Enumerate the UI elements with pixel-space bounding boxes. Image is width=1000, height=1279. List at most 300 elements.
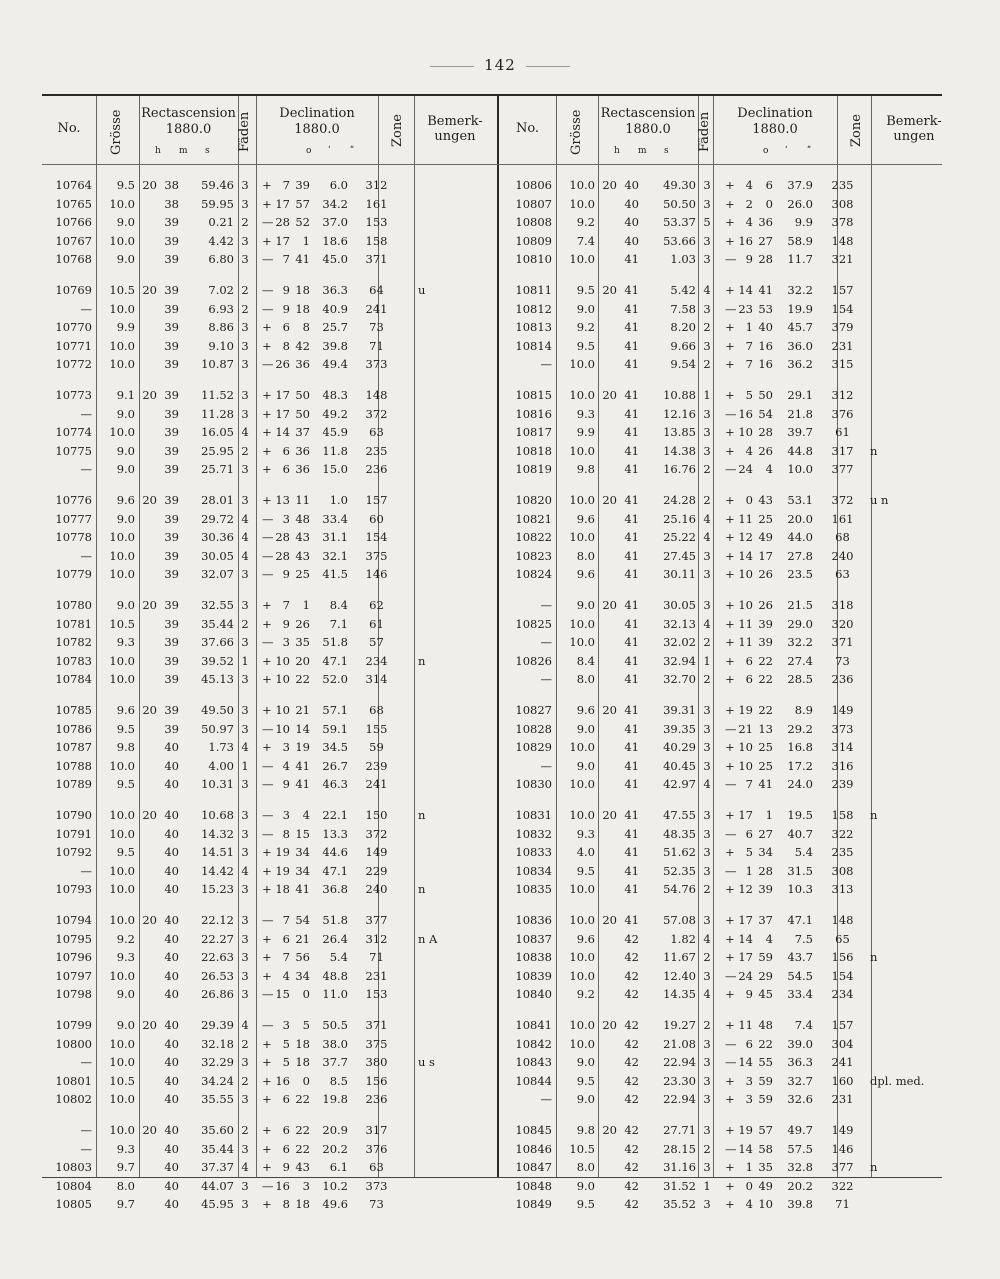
left-cell-gr: 10.0 — [109, 1036, 135, 1051]
right-cell-fa: 3 — [703, 845, 711, 860]
right-cell-no: 10818 — [515, 443, 552, 458]
left-cell-fa: 3 — [241, 493, 249, 507]
right-cell-fa: 3 — [703, 598, 711, 612]
left-cell-dS: 46.3 — [322, 777, 348, 792]
right-cell-fa: 3 — [703, 1160, 711, 1175]
left-cell-no: — — [80, 406, 92, 421]
left-cell-no: — — [80, 1123, 92, 1137]
right-cell-fa: 3 — [703, 758, 711, 773]
right-cell-dD: 5 — [745, 845, 753, 860]
left-cell-fa: 4 — [241, 1160, 249, 1175]
left-cell-raM: 39 — [164, 462, 179, 477]
right-cell-raM: 41 — [624, 808, 639, 822]
right-cell-zo: 161 — [831, 511, 854, 526]
left-cell-no: — — [80, 1055, 92, 1070]
right-cell-sg: — — [725, 406, 737, 421]
right-cell-dM: 26 — [758, 598, 773, 612]
right-cell-raS: 21.08 — [663, 1036, 696, 1051]
left-cell-sg: + — [262, 388, 272, 402]
left-cell-dD: 10 — [275, 721, 290, 736]
right-cell-dD: 23 — [738, 301, 753, 316]
left-cell-sg: — — [262, 635, 274, 650]
left-cell-fa: 3 — [241, 196, 249, 211]
left-cell-raS: 6.80 — [208, 252, 234, 267]
left-cell-raS: 30.05 — [201, 548, 234, 563]
right-cell-raS: 10.88 — [663, 388, 696, 402]
left-cell-fa: 3 — [241, 406, 249, 421]
right-header-ra-s: s — [664, 146, 669, 156]
right-cell-dS: 11.7 — [787, 252, 813, 267]
left-cell-gr: 10.5 — [109, 283, 135, 297]
left-cell-raS: 29.39 — [201, 1018, 234, 1032]
left-cell-sg: — — [262, 758, 274, 773]
left-cell-dM: 11 — [295, 493, 310, 507]
left-cell-dS: 45.0 — [322, 252, 348, 267]
right-cell-no: — — [540, 1092, 552, 1107]
left-cell-dD: 4 — [282, 758, 290, 773]
right-cell-gr: 10.0 — [569, 808, 595, 822]
right-cell-zo: 312 — [831, 388, 854, 402]
left-cell-zo: 380 — [365, 1055, 388, 1070]
left-cell-no: 10785 — [55, 703, 92, 717]
right-cell-sg: — — [725, 1141, 737, 1156]
right-cell-fa: 3 — [703, 1092, 711, 1107]
left-cell-raM: 40 — [164, 1018, 179, 1032]
left-cell-raM: 38 — [164, 196, 179, 211]
right-cell-dD: 16 — [738, 406, 753, 421]
right-cell-raS: 48.35 — [663, 826, 696, 841]
right-cell-raM: 40 — [624, 178, 639, 192]
right-cell-fa: 4 — [703, 511, 711, 526]
left-cell-dD: 6 — [282, 1123, 290, 1137]
right-cell-raM: 41 — [624, 703, 639, 717]
right-cell-no: 10810 — [515, 252, 552, 267]
right-cell-gr: 10.0 — [569, 1036, 595, 1051]
right-cell-fa: 4 — [703, 931, 711, 946]
right-cell-gr: 9.5 — [576, 1073, 595, 1088]
left-cell-dS: 26.7 — [322, 758, 348, 773]
right-cell-dD: 11 — [738, 511, 753, 526]
right-cell-zo: 315 — [831, 357, 854, 372]
right-cell-fa: 3 — [703, 406, 711, 421]
left-cell-no: 10793 — [55, 882, 92, 897]
left-cell-gr: 9.5 — [116, 721, 135, 736]
left-cell-raH: 20 — [142, 283, 157, 297]
left-cell-fa: 3 — [241, 1197, 249, 1212]
right-cell-fa: 3 — [703, 863, 711, 878]
left-cell-raH: 20 — [142, 388, 157, 402]
right-cell-dD: 17 — [738, 913, 753, 927]
right-cell-dD: 5 — [745, 388, 753, 402]
left-cell-raM: 40 — [164, 777, 179, 792]
left-cell-raH: 20 — [142, 178, 157, 192]
right-cell-dM: 27 — [758, 826, 773, 841]
right-cell-sg: + — [725, 1178, 735, 1193]
left-cell-fa: 3 — [241, 1055, 249, 1070]
right-cell-no: 10821 — [515, 511, 552, 526]
left-cell-zo: 312 — [365, 931, 388, 946]
left-cell-no: 10771 — [55, 338, 92, 353]
right-cell-gr: 9.6 — [576, 511, 595, 526]
right-cell-zo: 308 — [831, 863, 854, 878]
left-cell-dM: 35 — [295, 635, 310, 650]
right-cell-zo: 241 — [831, 1055, 854, 1070]
right-cell-raS: 47.55 — [663, 808, 696, 822]
right-cell-dM: 41 — [758, 777, 773, 792]
left-cell-raS: 11.52 — [201, 388, 234, 402]
left-cell-dS: 22.1 — [322, 808, 348, 822]
right-cell-sg: — — [725, 826, 737, 841]
left-cell-raM: 39 — [164, 672, 179, 687]
right-cell-sg: + — [725, 635, 735, 650]
right-cell-raS: 30.05 — [663, 598, 696, 612]
left-cell-sg: + — [262, 672, 272, 687]
right-cell-no: 10840 — [515, 987, 552, 1002]
left-cell-no: 10792 — [55, 845, 92, 860]
right-cell-sg: + — [725, 1073, 735, 1088]
right-cell-dS: 17.2 — [787, 758, 813, 773]
left-cell-bm: n — [418, 808, 426, 822]
left-cell-gr: 10.0 — [109, 1092, 135, 1107]
right-cell-no: 10806 — [515, 178, 552, 192]
left-cell-raS: 14.51 — [201, 845, 234, 860]
left-cell-dS: 51.8 — [322, 635, 348, 650]
left-cell-dD: 3 — [282, 511, 290, 526]
right-cell-dS: 47.1 — [787, 913, 813, 927]
left-cell-dD: 3 — [282, 635, 290, 650]
left-cell-dM: 48 — [295, 511, 310, 526]
left-cell-dS: 13.3 — [322, 826, 348, 841]
right-cell-raS: 50.50 — [663, 196, 696, 211]
right-cell-bm: n — [870, 443, 878, 458]
left-cell-dS: 6.0 — [329, 178, 348, 192]
left-header-zone: Zone — [390, 114, 405, 148]
left-cell-raS: 50.97 — [201, 721, 234, 736]
right-cell-raS: 8.20 — [670, 320, 696, 335]
left-cell-dD: 26 — [275, 357, 290, 372]
left-cell-gr: 9.8 — [116, 740, 135, 755]
right-cell-raM: 41 — [624, 913, 639, 927]
left-cell-raM: 40 — [164, 1197, 179, 1212]
left-cell-fa: 2 — [241, 443, 249, 458]
left-cell-no: 10783 — [55, 653, 92, 668]
left-cell-raS: 35.55 — [201, 1092, 234, 1107]
right-cell-raH: 20 — [602, 178, 617, 192]
left-cell-dM: 56 — [295, 950, 310, 965]
left-cell-fa: 2 — [241, 1123, 249, 1137]
left-cell-gr: 9.0 — [116, 511, 135, 526]
right-cell-sg: + — [725, 616, 735, 631]
left-cell-gr: 10.0 — [109, 425, 135, 440]
right-cell-zo: 61 — [835, 425, 850, 440]
right-cell-fa: 3 — [703, 233, 711, 248]
left-cell-dM: 41 — [295, 777, 310, 792]
left-cell-sg: + — [262, 863, 272, 878]
right-cell-raM: 42 — [624, 1123, 639, 1137]
left-cell-dS: 33.4 — [322, 511, 348, 526]
left-header-groesse: Grösse — [109, 109, 124, 155]
right-cell-dD: 14 — [738, 931, 753, 946]
right-cell-raS: 22.94 — [663, 1055, 696, 1070]
left-cell-sg: + — [262, 1160, 272, 1175]
left-cell-dM: 41 — [295, 758, 310, 773]
left-cell-sg: — — [262, 1178, 274, 1193]
right-cell-no: 10847 — [515, 1160, 552, 1175]
right-cell-raS: 28.15 — [663, 1141, 696, 1156]
right-cell-raM: 40 — [624, 233, 639, 248]
left-cell-raS: 14.42 — [201, 863, 234, 878]
right-cell-dM: 55 — [758, 1055, 773, 1070]
left-cell-fa: 1 — [241, 653, 249, 668]
left-cell-gr: 9.0 — [116, 215, 135, 230]
right-cell-sg: + — [725, 672, 735, 687]
right-cell-dM: 54 — [758, 406, 773, 421]
left-cell-no: 10774 — [55, 425, 92, 440]
right-cell-gr: 10.0 — [569, 950, 595, 965]
right-cell-dD: 4 — [745, 1197, 753, 1212]
left-cell-raH: 20 — [142, 493, 157, 507]
left-cell-sg: — — [262, 808, 274, 822]
right-cell-no: 10814 — [515, 338, 552, 353]
right-cell-zo: 73 — [835, 653, 850, 668]
left-cell-dD: 28 — [275, 215, 290, 230]
left-cell-fa: 3 — [241, 1092, 249, 1107]
left-cell-raM: 40 — [164, 1055, 179, 1070]
left-cell-dM: 43 — [295, 548, 310, 563]
left-cell-raM: 39 — [164, 338, 179, 353]
left-cell-zo: 241 — [365, 777, 388, 792]
left-cell-dD: 5 — [282, 1036, 290, 1051]
left-cell-dS: 48.8 — [322, 968, 348, 983]
left-cell-no: 10782 — [55, 635, 92, 650]
right-cell-sg: + — [725, 443, 735, 458]
right-cell-no: 10823 — [515, 548, 552, 563]
right-cell-dS: 27.8 — [787, 548, 813, 563]
right-cell-no: 10833 — [515, 845, 552, 860]
right-cell-gr: 10.0 — [569, 530, 595, 545]
right-cell-sg: + — [725, 758, 735, 773]
left-cell-sg: — — [262, 1018, 274, 1032]
left-cell-sg: — — [262, 215, 274, 230]
left-cell-dM: 8 — [302, 320, 310, 335]
right-cell-dM: 49 — [758, 530, 773, 545]
left-cell-no: — — [80, 301, 92, 316]
right-cell-no: 10819 — [515, 462, 552, 477]
right-cell-no: 10807 — [515, 196, 552, 211]
right-cell-raS: 39.35 — [663, 721, 696, 736]
right-cell-gr: 9.8 — [576, 462, 595, 477]
right-cell-fa: 3 — [703, 1123, 711, 1137]
left-cell-gr: 9.5 — [116, 777, 135, 792]
right-cell-sg: + — [725, 178, 735, 192]
right-cell-gr: 9.5 — [576, 283, 595, 297]
right-cell-zo: 148 — [831, 233, 854, 248]
right-cell-dD: 6 — [745, 1036, 753, 1051]
left-cell-fa: 3 — [241, 338, 249, 353]
left-cell-raS: 32.29 — [201, 1055, 234, 1070]
left-cell-fa: 3 — [241, 567, 249, 582]
right-cell-dD: 0 — [745, 1178, 753, 1193]
right-cell-dD: 14 — [738, 1055, 753, 1070]
left-cell-raS: 35.60 — [201, 1123, 234, 1137]
right-cell-gr: 9.5 — [576, 1197, 595, 1212]
right-cell-dM: 58 — [758, 1141, 773, 1156]
right-cell-raS: 12.40 — [663, 968, 696, 983]
left-cell-dD: 8 — [282, 1197, 290, 1212]
left-cell-raM: 40 — [164, 1073, 179, 1088]
right-cell-gr: 9.2 — [576, 987, 595, 1002]
right-cell-raM: 41 — [624, 845, 639, 860]
right-cell-gr: 9.6 — [576, 931, 595, 946]
right-cell-raH: 20 — [602, 1018, 617, 1032]
right-cell-raH: 20 — [602, 283, 617, 297]
right-cell-dS: 19.9 — [787, 301, 813, 316]
right-cell-zo: 313 — [831, 882, 854, 897]
right-cell-fa: 3 — [703, 740, 711, 755]
right-cell-sg: + — [725, 320, 735, 335]
right-cell-zo: 157 — [831, 283, 854, 297]
right-cell-sg: + — [725, 1160, 735, 1175]
left-cell-dS: 51.8 — [322, 913, 348, 927]
right-cell-zo: 378 — [831, 215, 854, 230]
left-cell-sg: + — [262, 1123, 272, 1137]
left-cell-fa: 3 — [241, 845, 249, 860]
right-cell-gr: 9.0 — [576, 758, 595, 773]
left-cell-zo: 148 — [365, 388, 388, 402]
left-cell-dD: 13 — [275, 493, 290, 507]
right-cell-raM: 41 — [624, 301, 639, 316]
right-cell-dD: 4 — [745, 178, 753, 192]
left-cell-no: 10772 — [55, 357, 92, 372]
right-cell-zo: 371 — [831, 635, 854, 650]
left-cell-zo: 154 — [365, 530, 388, 545]
right-cell-zo: 149 — [831, 1123, 854, 1137]
right-cell-raM: 41 — [624, 635, 639, 650]
left-cell-gr: 10.5 — [109, 616, 135, 631]
left-cell-sg: + — [262, 443, 272, 458]
right-cell-zo: 372 — [831, 493, 854, 507]
right-cell-zo: 160 — [831, 1073, 854, 1088]
left-cell-raH: 20 — [142, 598, 157, 612]
right-cell-dD: 10 — [738, 425, 753, 440]
right-cell-dS: 44.0 — [787, 530, 813, 545]
right-cell-raS: 52.35 — [663, 863, 696, 878]
right-cell-no: 10822 — [515, 530, 552, 545]
right-cell-raS: 40.29 — [663, 740, 696, 755]
right-cell-zo: 376 — [831, 406, 854, 421]
right-cell-fa: 5 — [703, 215, 711, 230]
right-cell-raS: 32.94 — [663, 653, 696, 668]
right-cell-gr: 9.0 — [576, 301, 595, 316]
left-cell-dM: 1 — [302, 233, 310, 248]
left-cell-zo: 235 — [365, 443, 388, 458]
left-cell-fa: 3 — [241, 635, 249, 650]
left-cell-gr: 9.3 — [116, 950, 135, 965]
right-cell-sg: + — [725, 530, 735, 545]
left-cell-dS: 49.4 — [322, 357, 348, 372]
left-cell-raM: 39 — [164, 548, 179, 563]
left-cell-sg: — — [262, 913, 274, 927]
right-cell-fa: 4 — [703, 987, 711, 1002]
left-cell-fa: 3 — [241, 882, 249, 897]
right-cell-gr: 9.0 — [576, 1092, 595, 1107]
left-cell-no: 10788 — [55, 758, 92, 773]
left-header-dec-sec: ʺ — [350, 146, 355, 156]
left-header-faeden: Fäden — [237, 111, 252, 153]
right-cell-dD: 6 — [745, 826, 753, 841]
left-cell-no: 10780 — [55, 598, 92, 612]
left-cell-raM: 39 — [164, 443, 179, 458]
right-cell-dD: 2 — [745, 196, 753, 211]
right-cell-dS: 27.4 — [787, 653, 813, 668]
left-cell-dD: 3 — [282, 808, 290, 822]
left-cell-dM: 34 — [295, 968, 310, 983]
left-cell-zo: 156 — [365, 1073, 388, 1088]
left-cell-dD: 8 — [282, 826, 290, 841]
right-cell-fa: 2 — [703, 950, 711, 965]
left-cell-fa: 4 — [241, 425, 249, 440]
left-cell-dM: 22 — [295, 1123, 310, 1137]
right-cell-fa: 2 — [703, 493, 711, 507]
left-cell-zo: 64 — [369, 283, 384, 297]
left-cell-dS: 20.2 — [322, 1141, 348, 1156]
left-cell-dM: 21 — [295, 931, 310, 946]
right-cell-dM: 59 — [758, 950, 773, 965]
right-cell-raS: 1.82 — [670, 931, 696, 946]
right-cell-no: 10815 — [515, 388, 552, 402]
right-cell-fa: 3 — [703, 703, 711, 717]
left-cell-dM: 52 — [295, 215, 310, 230]
right-cell-fa: 3 — [703, 443, 711, 458]
right-cell-raM: 41 — [624, 493, 639, 507]
right-cell-fa: 3 — [703, 178, 711, 192]
right-cell-raS: 53.66 — [663, 233, 696, 248]
left-cell-zo: 376 — [365, 1141, 388, 1156]
left-cell-sg: — — [262, 283, 274, 297]
left-cell-no: 10765 — [55, 196, 92, 211]
right-cell-dM: 25 — [758, 511, 773, 526]
left-cell-dD: 6 — [282, 1141, 290, 1156]
left-cell-raM: 39 — [164, 283, 179, 297]
right-cell-no: 10834 — [515, 863, 552, 878]
right-header-ra-title: Rectascension — [600, 106, 696, 121]
left-cell-fa: 3 — [241, 777, 249, 792]
left-cell-raS: 15.23 — [201, 882, 234, 897]
right-cell-dM: 27 — [758, 233, 773, 248]
left-cell-raM: 40 — [164, 758, 179, 773]
right-cell-dS: 40.7 — [787, 826, 813, 841]
right-cell-zo: 304 — [831, 1036, 854, 1051]
left-cell-zo: 60 — [369, 511, 384, 526]
left-cell-gr: 10.0 — [109, 882, 135, 897]
left-cell-sg: + — [262, 1092, 272, 1107]
left-col-rule — [139, 96, 140, 1177]
right-cell-zo: 146 — [831, 1141, 854, 1156]
left-cell-zo: 153 — [365, 987, 388, 1002]
left-cell-no: 10776 — [55, 493, 92, 507]
left-cell-dM: 42 — [295, 338, 310, 353]
right-cell-fa: 2 — [703, 1018, 711, 1032]
right-cell-raM: 42 — [624, 1036, 639, 1051]
right-cell-raS: 27.71 — [663, 1123, 696, 1137]
right-cell-dD: 12 — [738, 882, 753, 897]
right-cell-raH: 20 — [602, 808, 617, 822]
right-cell-no: — — [540, 357, 552, 372]
right-cell-bm: n — [870, 808, 878, 822]
right-cell-raS: 30.11 — [663, 567, 696, 582]
right-cell-raS: 23.30 — [663, 1073, 696, 1088]
right-cell-sg: + — [725, 987, 735, 1002]
